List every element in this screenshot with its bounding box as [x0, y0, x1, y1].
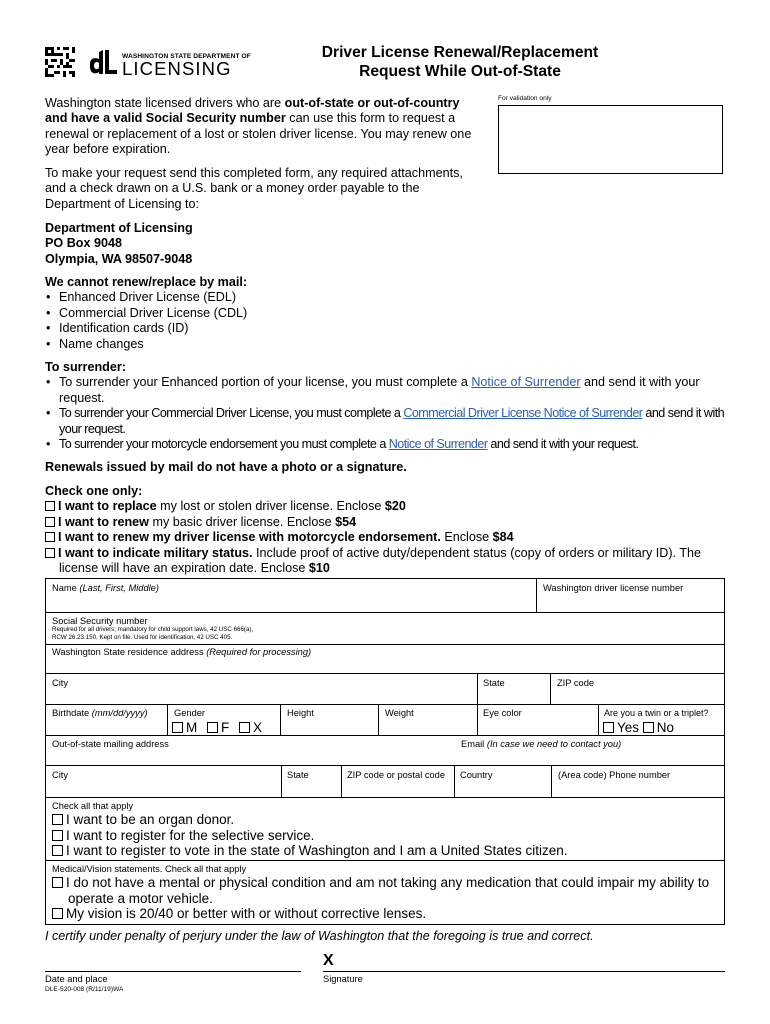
height-field[interactable]: Height: [287, 708, 314, 718]
address-line-2: PO Box 9048: [45, 236, 123, 251]
vision-option: [52, 906, 720, 922]
option-text: my basic driver license. Enclose: [148, 514, 336, 529]
option-military: [45, 546, 735, 577]
birthdate-hint: (mm/dd/yyyy): [91, 708, 148, 718]
city-field[interactable]: City: [52, 678, 69, 688]
send-instructions: To make your request send this completed form, any required attachments, and a check drawn on a U.S. bank or a money order payable to the Department of Licensing to:: [45, 166, 463, 211]
date-place-label: Date and place: [45, 974, 108, 984]
surrender-text: To surrender your Commercial Driver License, you must complete a: [59, 406, 404, 421]
ssn-field[interactable]: Social Security number: [52, 616, 148, 626]
gender-label: Gender: [174, 708, 206, 718]
zip-field[interactable]: ZIP code: [557, 678, 595, 688]
ssn-note-1: Required for all drivers; mandatory for child support laws, 42 USC 666(a),: [52, 626, 254, 633]
mailing-city-field[interactable]: City: [52, 770, 69, 780]
validation-label: For validation only: [498, 95, 552, 102]
option-label: I want to renew: [58, 514, 149, 529]
medical-label: Medical/Vision statements. Check all that apply: [52, 864, 247, 874]
surrender-section: [45, 360, 735, 452]
gender-x-checkbox[interactable]: [239, 722, 250, 733]
gender-x-label: X: [253, 720, 263, 735]
mailing-address: [45, 221, 193, 267]
form-number: DLE-520-008 (R/11/19)WA: [45, 986, 124, 993]
medical-condition-option: [52, 875, 720, 906]
dol-logo-icon: [89, 48, 119, 76]
option-replace: [45, 499, 735, 514]
page-title: [260, 43, 660, 81]
mailing-state-field[interactable]: State: [287, 770, 309, 780]
twin-no-checkbox[interactable]: [643, 722, 654, 733]
military-checkbox[interactable]: [45, 548, 55, 558]
gender-f-label: F: [221, 720, 230, 735]
voter-registration-option: [52, 843, 722, 859]
organ-donor-label: I want to be an organ donor.: [66, 812, 235, 827]
organ-donor-option: [52, 812, 722, 828]
motorcycle-checkbox[interactable]: [45, 532, 55, 542]
title-line-1: Driver License Renewal/Replacement: [321, 44, 599, 61]
residence-hint: (Required for processing): [206, 647, 312, 657]
gender-m-checkbox[interactable]: [172, 722, 183, 733]
option-fee: $84: [492, 530, 514, 545]
email-label: Email: [461, 739, 487, 749]
logo-title: LICENSING: [122, 58, 232, 79]
medical-condition-checkbox[interactable]: [52, 877, 63, 888]
eye-color-field[interactable]: Eye color: [483, 708, 522, 718]
selective-service-option: [52, 828, 722, 844]
surrender-text: and send it with your request.: [487, 437, 639, 452]
option-label: I want to replace: [58, 499, 157, 514]
name-label: Name: [52, 583, 80, 593]
birthdate-label: Birthdate: [52, 708, 92, 718]
intro-text-c: can use this form to request a renewal or replacement of a lost or stolen driver license. You may renew one year before expiration.: [45, 111, 472, 157]
cannot-renew-section: [45, 275, 445, 352]
postal-code-field[interactable]: ZIP code or postal code: [347, 770, 446, 780]
name-hint: (Last, First, Middle): [79, 583, 159, 593]
birthdate-field[interactable]: [52, 708, 148, 719]
option-label: I want to renew my driver license with motorcycle endorsement.: [58, 530, 441, 545]
twin-label: Are you a twin or a triplet?: [604, 708, 709, 718]
option-label: I want to indicate military status.: [58, 545, 253, 560]
option-text: Enclose: [440, 530, 493, 545]
qr-code-icon: [45, 47, 75, 77]
registration-options: [52, 812, 722, 859]
validation-box: [498, 105, 723, 174]
mailing-address-field[interactable]: Out-of-state mailing address: [52, 739, 169, 749]
renewals-note: Renewals issued by mail do not have a photo or a signature.: [45, 460, 407, 474]
logo-subtitle: WASHINGTON STATE DEPARTMENT OF: [122, 53, 251, 60]
option-text: Include proof of active duty/dependent status (copy of orders or military ID). The license will have an expiration date. Enclose: [59, 545, 702, 576]
residence-address-field[interactable]: [52, 647, 311, 658]
surrender-item-motorcycle: [45, 437, 735, 452]
surrender-item-cdl: [45, 406, 735, 437]
intro-text-bold: out-of-state or out-of-country and have a valid Social Security number: [45, 96, 460, 126]
phone-field[interactable]: (Area code) Phone number: [558, 770, 671, 780]
address-line-3: Olympia, WA 98507-9048: [45, 251, 193, 266]
name-field[interactable]: [52, 583, 159, 594]
date-place-line[interactable]: [45, 971, 301, 972]
vision-checkbox[interactable]: [52, 908, 63, 919]
notice-of-surrender-link[interactable]: Notice of Surrender: [471, 375, 581, 390]
cannot-heading: We cannot renew/replace by mail:: [45, 275, 248, 289]
intro-paragraph: [45, 96, 477, 158]
gender-options: [172, 720, 262, 735]
option-fee: $20: [384, 499, 406, 514]
weight-field[interactable]: Weight: [385, 708, 414, 718]
cannot-item: • Enhanced Driver License (EDL): [45, 290, 445, 305]
option-fee: $10: [308, 561, 330, 576]
twin-yes-label: Yes: [617, 720, 640, 735]
surrender-text: To surrender your motorcycle endorsement you must complete a: [59, 437, 389, 452]
surrender-heading: To surrender:: [45, 360, 126, 374]
wa-license-number-field[interactable]: Washington driver license number: [543, 583, 684, 593]
check-all-label: Check all that apply: [52, 801, 134, 811]
option-text: my lost or stolen driver license. Enclose: [156, 499, 385, 514]
signature-label: Signature: [323, 974, 363, 984]
intro-text-a: Washington state licensed drivers who are: [45, 96, 285, 110]
email-field[interactable]: [461, 739, 621, 750]
email-hint: (In case we need to contact you): [486, 739, 622, 749]
check-one-heading: Check one only:: [45, 484, 143, 498]
selective-service-label: I want to register for the selective service.: [66, 827, 315, 843]
country-field[interactable]: Country: [460, 770, 493, 780]
option-renew: [45, 515, 735, 530]
motorcycle-notice-of-surrender-link[interactable]: Notice of Surrender: [388, 437, 488, 452]
gender-f-checkbox[interactable]: [207, 722, 218, 733]
medical-options: [52, 875, 720, 922]
ssn-note-2: RCW 26.23.150. Kept on file. Used for identification, 42 USC 405.: [52, 634, 233, 641]
title-line-2: Request While Out-of-State: [359, 63, 561, 80]
surrender-item-enhanced: [45, 375, 735, 406]
cannot-item: • Identification cards (ID): [45, 321, 445, 336]
address-line-1: Department of Licensing: [45, 221, 193, 235]
residence-label: Washington State residence address: [52, 647, 207, 657]
cdl-notice-of-surrender-link[interactable]: Commercial Driver License Notice of Surrender: [403, 406, 643, 421]
surrender-text: and send it with your request.: [59, 375, 700, 405]
selective-service-checkbox[interactable]: [52, 830, 63, 841]
replace-checkbox[interactable]: [45, 501, 55, 511]
twin-no-label: No: [656, 720, 675, 735]
twin-yes-checkbox[interactable]: [603, 722, 614, 733]
organ-donor-checkbox[interactable]: [52, 814, 63, 825]
certification-statement: I certify under penalty of perjury under the law of Washington that the foregoing is true and correct.: [45, 929, 594, 943]
gender-m-label: M: [186, 720, 198, 735]
cannot-item: • Commercial Driver License (CDL): [45, 306, 445, 321]
surrender-text: and send it with your request.: [59, 406, 725, 436]
cannot-item: • Name changes: [45, 337, 445, 352]
option-motorcycle: [45, 530, 735, 545]
signature-x-mark: X: [323, 952, 334, 969]
vision-label: My vision is 20/40 or better with or without corrective lenses.: [66, 906, 427, 921]
voter-registration-label: I want to register to vote in the state of Washington and I am a United States citizen.: [66, 843, 568, 858]
voter-registration-checkbox[interactable]: [52, 845, 63, 856]
medical-condition-label: I do not have a mental or physical condition and am not taking any medication that could impair my ability to operate a motor vehicle.: [66, 875, 710, 906]
state-field[interactable]: State: [483, 678, 505, 688]
surrender-text: To surrender your Enhanced portion of your license, you must complete a: [59, 375, 472, 390]
option-fee: $54: [335, 514, 357, 529]
check-one-section: [45, 484, 735, 576]
renew-checkbox[interactable]: [45, 517, 55, 527]
signature-line[interactable]: [323, 971, 725, 972]
twin-options: [603, 720, 674, 735]
